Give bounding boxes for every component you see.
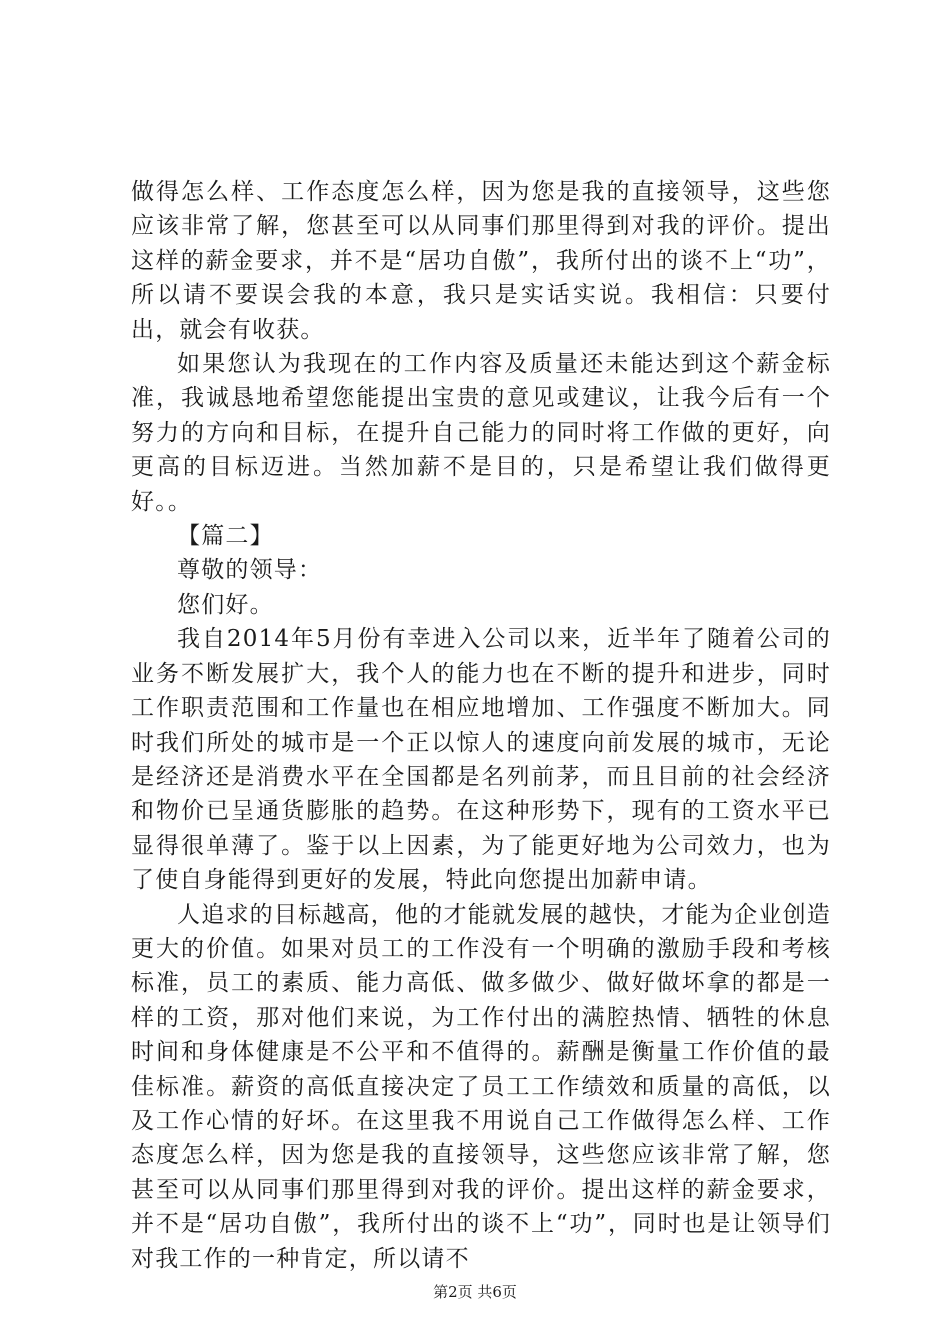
paragraph-1: 做得怎么样、工作态度怎么样，因为您是我的直接领导，这些您应该非常了解，您甚至可以从同事们那里得到对我的评价。提出这样的薪金要求，并不是“居功自傲”，我所付出的谈不上“功”，所以请不要误会我的本意，我只是实话实说。我相信：只要付出，就会有收获。 xyxy=(131,179,831,343)
page-footer: 第2页 共6页 xyxy=(433,1283,517,1301)
document-body xyxy=(131,175,831,1276)
section-heading: 【篇二】 xyxy=(177,523,274,550)
paragraph-3: 我自2014年5月份有幸进入公司以来，近半年了随着公司的业务不断发展扩大，我个人的能力也在不断的提升和进步，同时工作职责范围和工作量也在相应地增加、工作强度不断加大。同时我们所处的城市是一个正以惊人的速度向前发展的城市，无论是经济还是消费水平在全国都是名列前茅，而且目前的社会经济和物价已呈通货膨胀的趋势。在这种形势下，现有的工资水平已显得很单薄了。鉴于以上因素，为了能更好地为公司效力，也为了使自身能得到更好的发展，特此向您提出加薪申请。 xyxy=(131,626,831,894)
greeting: 您们好。 xyxy=(177,591,274,618)
paragraph-4: 人追求的目标越高，他的才能就发展的越快，才能为企业创造更大的价值。如果对员工的工作没有一个明确的激励手段和考核标准，员工的素质、能力高低、做多做少、做好做坏拿的都是一样的工资，那对他们来说，为工作付出的满腔热情、牺牲的休息时间和身体健康是不公平和不值得的。薪酬是衡量工作价值的最佳标准。薪资的高低直接决定了员工工作绩效和质量的高低，以及工作心情的好坏。在这里我不用说自己工作做得怎么样、工作态度怎么样，因为您是我的直接领导，这些您应该非常了解，您甚至可以从同事们那里得到对我的评价。提出这样的薪金要求，并不是“居功自傲”，我所付出的谈不上“功”，同时也是让领导们对我工作的一种肯定，所以请不 xyxy=(131,901,831,1272)
salutation: 尊敬的领导： xyxy=(177,557,323,584)
paragraph-2: 如果您认为我现在的工作内容及质量还未能达到这个薪金标准，我诚恳地希望您能提出宝贵的意见或建议，让我今后有一个努力的方向和目标，在提升自己能力的同时将工作做的更好，向更高的目标迈进。当然加薪不是目的，只是希望让我们做得更好。。 xyxy=(131,351,831,515)
